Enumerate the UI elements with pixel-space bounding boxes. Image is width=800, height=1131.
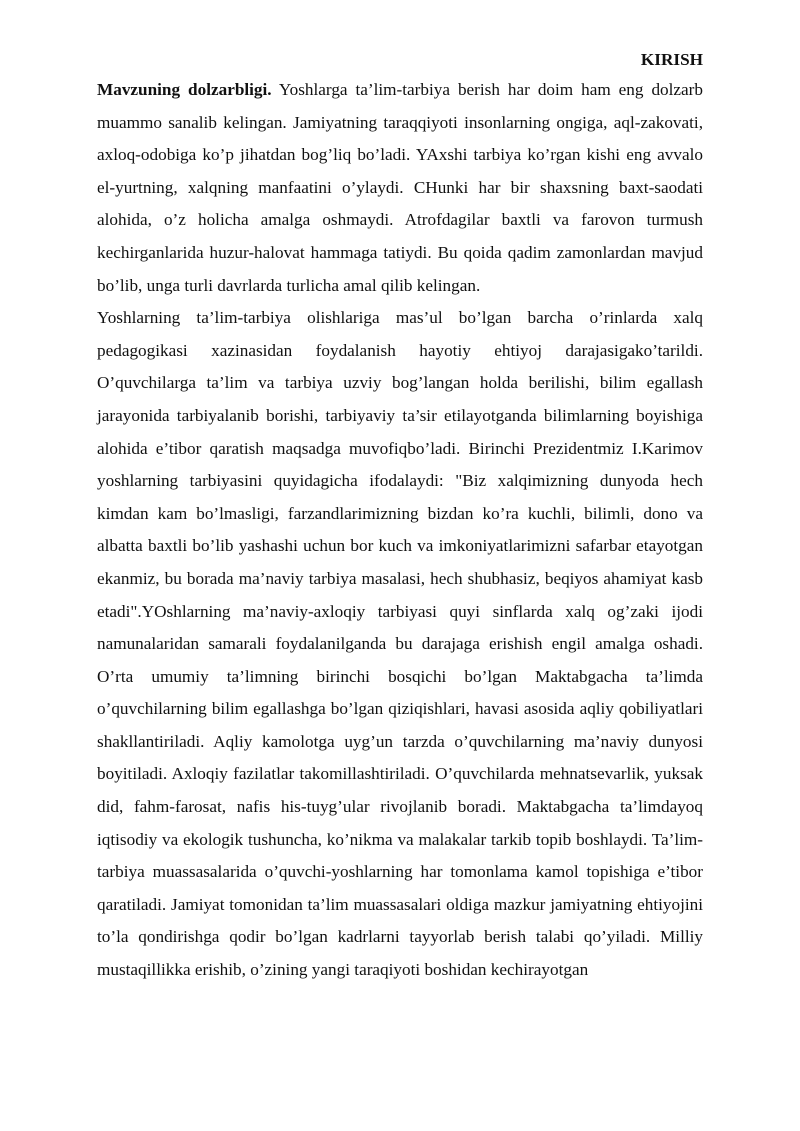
paragraph-relevance: [97, 74, 703, 302]
document-page: [97, 46, 703, 987]
paragraph-lead: Mavzuning dolzarbligi.: [97, 80, 272, 99]
paragraph-main: Yoshlarning ta’lim-tarbiya olishlariga mas’ul bo’lgan barcha o’rinlarda xalq pedagogikasi xazinasidan foydalanish hayotiy ehtiyoj darajasigako’tarildi. O’quvchilarga ta’lim va tarbiya uzviy bog’langan holda berilishi, bilim egallash jarayonida tarbiyalanib borishi, tarbiyaviy ta’sir etilayotganda bilimlarning boyishiga alohida e’tibor qaratish maqsadga muvofiqbo’ladi. Birinchi Prezidentmiz I.Karimov yoshlarning tarbiyasini quyidagicha ifodalaydi: "Biz xalqimizning dunyoda hech kimdan kam bo’lmasligi, farzandlarimizning bizdan ko’ra kuchli, bilimli, dono va albatta baxtli bo’lib yashashi uchun bor kuch va imkoniyatlarimizni safarbar etayotgan ekanmiz, bu borada ma’naviy tarbiya masalasi, hech shubhasiz, beqiyos ahamiyat kasb etadi".YOshlarning ma’naviy-axloqiy tarbiyasi quyi sinflarda xalq og’zaki ijodi namunalaridan samarali foydalanilganda bu darajaga erishish engil amalga oshadi. O’rta umumiy ta’limning birinchi bosqichi bo’lgan Maktabgacha ta’limda o’quvchilarning bilim egallashga bo’lgan qiziqishlari, havasi asosida aqliy qobiliyatlari shakllantiriladi. Aqliy kamolotga uyg’un tarzda o’quvchilarning ma’naviy dunyosi boyitiladi. Axloqiy fazilatlar takomillashtiriladi. O’quvchilarda mehnatsevarlik, yuksak did, fahm-farosat, nafis his-tuyg’ular rivojlanib boradi. Maktabgacha ta’limdayoq iqtisodiy va ekologik tushuncha, ko’nikma va malakalar tarkib topib boshlaydi. Ta’lim-tarbiya muassasalarida o’quvchi-yoshlarning har tomonlama kamol topishiga e’tibor qaratiladi. Jamiyat tomonidan ta’lim muassasalari oldiga mazkur jamiyatning ehtiyojini to’la qondirishga qodir bo’lgan kadrlarni tayyorlab berish talabi qo’yiladi. Milliy mustaqillikka erishib, o’zining yangi taraqiyoti boshidan kechirayotgan: [97, 308, 703, 980]
section-heading: KIRISH: [640, 50, 703, 69]
paragraph-relevance-text: Yoshlarga ta’lim-tarbiya berish har doim ham eng dolzarb muammo sanalib kelingan. Jamiyatning taraqqiyoti insonlarning ongiga, aql-zakovati, axloq-odobiga ko’p jihatdan bog’liq bo’ladi. YAxshi tarbiya ko’rgan kishi eng avvalo el-yurtning, xalqning manfaatini o’ylaydi. CHunki har bir shaxsning baxt-saodati alohida, o’z holicha amalga oshmaydi. Atrofdagilar baxtli va farovon turmush kechirganlarida huzur-halovat hammaga tatiydi. Bu qoida qadim zamonlardan mavjud bo’lib, unga turli davrlarda turlicha amal qilib kelingan.: [97, 80, 704, 295]
